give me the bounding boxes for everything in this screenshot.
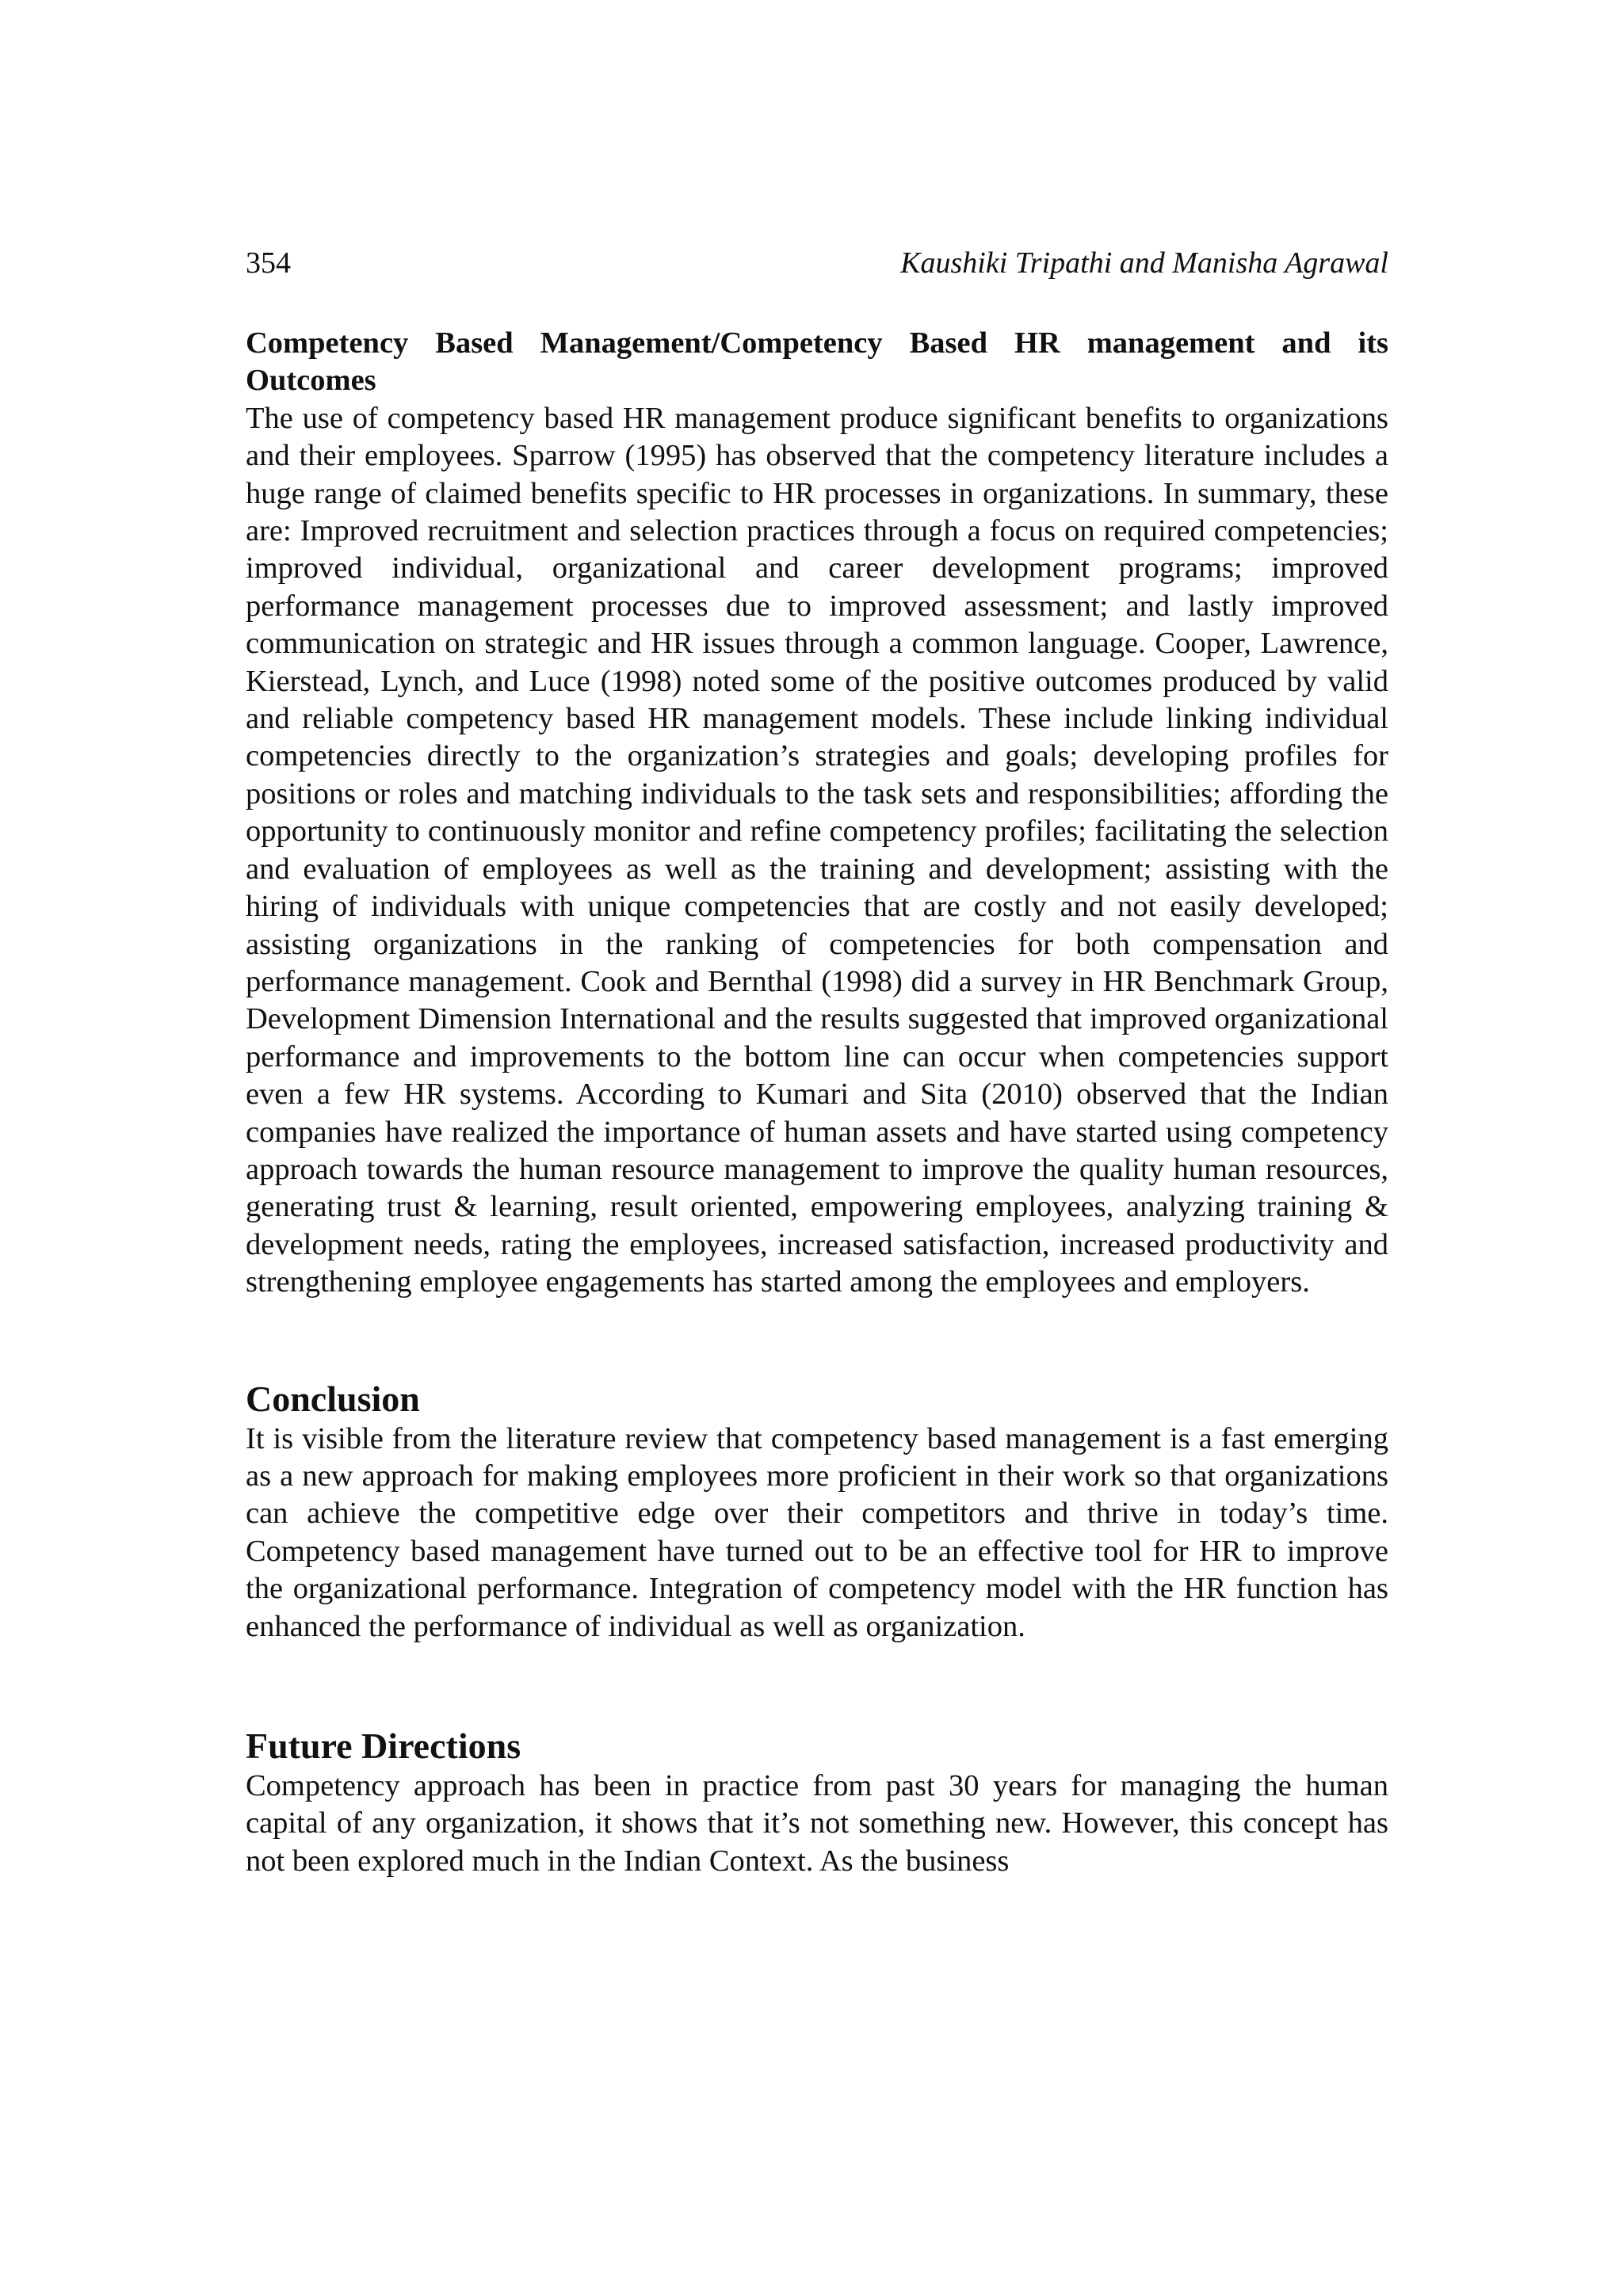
page-number: 354 (246, 246, 291, 280)
section-heading-outcomes: Competency Based Management/Competency Based HR management and its Outcomes (246, 326, 1388, 398)
paragraph-conclusion: It is visible from the literature review that competency based management is a fast emerging as a new approach for making employees more proficient in their work so that organizations can achieve the competitive edge over their competitors and thrive in today’s time. Competency based management have turned out to be an effective tool for HR to improve the organizational performance. Integration of competency model with the HR function has enhanced the performance of individual as well as organization. (246, 1421, 1388, 1643)
section-heading-future-directions: Future Directions (246, 1726, 521, 1766)
section-heading-conclusion: Conclusion (246, 1378, 420, 1419)
author-names: Kaushiki Tripathi and Manisha Agrawal (900, 246, 1388, 280)
running-header (246, 244, 1388, 282)
paragraph-future-directions: Competency approach has been in practice from past 30 years for managing the human capital of any organization, it shows that it’s not something new. However, this concept has not been explored much in the Indian Context. As the business (246, 1769, 1388, 1878)
section-conclusion (246, 1378, 1388, 1646)
section-outcomes (246, 325, 1388, 1302)
paragraph-outcomes: The use of competency based HR management produce significant benefits to organizations and their employees. Sparrow (1995) has observed that the competency literature includes a huge range of claimed benefits specific to HR processes in organizations. In summary, these are: Improved recruitment and selection practices through a focus on required competencies; improved individual, organizational and career development programs; improved performance management processes due to improved assessment; and lastly improved communication on strategic and HR issues through a common language. Cooper, Lawrence, Kierstead, Lynch, and Luce (1998) noted some of the positive outcomes produced by valid and reliable competency based HR management models. These include linking individual competencies directly to the organization’s strategies and goals; developing profiles for positions or roles and matching individuals to the task sets and responsibilities; affording the opportunity to continuously monitor and refine competency profiles; facilitating the selection and evaluation of employees as well as the training and development; assisting with the hiring of individuals with unique competencies that are costly and not easily developed; assisting organizations in the ranking of competencies for both compensation and performance management. Cook and Bernthal (1998) did a survey in HR Benchmark Group, Development Dimension International and the results suggested that improved organizational performance and improvements to the bottom line can occur when competencies support even a few HR systems. According to Kumari and Sita (2010) observed that the Indian companies have realized the importance of human assets and have started using competency approach towards the human resource management to improve the quality human resources, generating trust & learning, result oriented, empowering employees, analyzing training & development needs, rating the employees, increased satisfaction, increased productivity and strengthening employee engagements has started among the employees and employers. (246, 401, 1388, 1299)
section-future-directions (246, 1725, 1388, 1880)
page-content (246, 325, 1388, 1880)
